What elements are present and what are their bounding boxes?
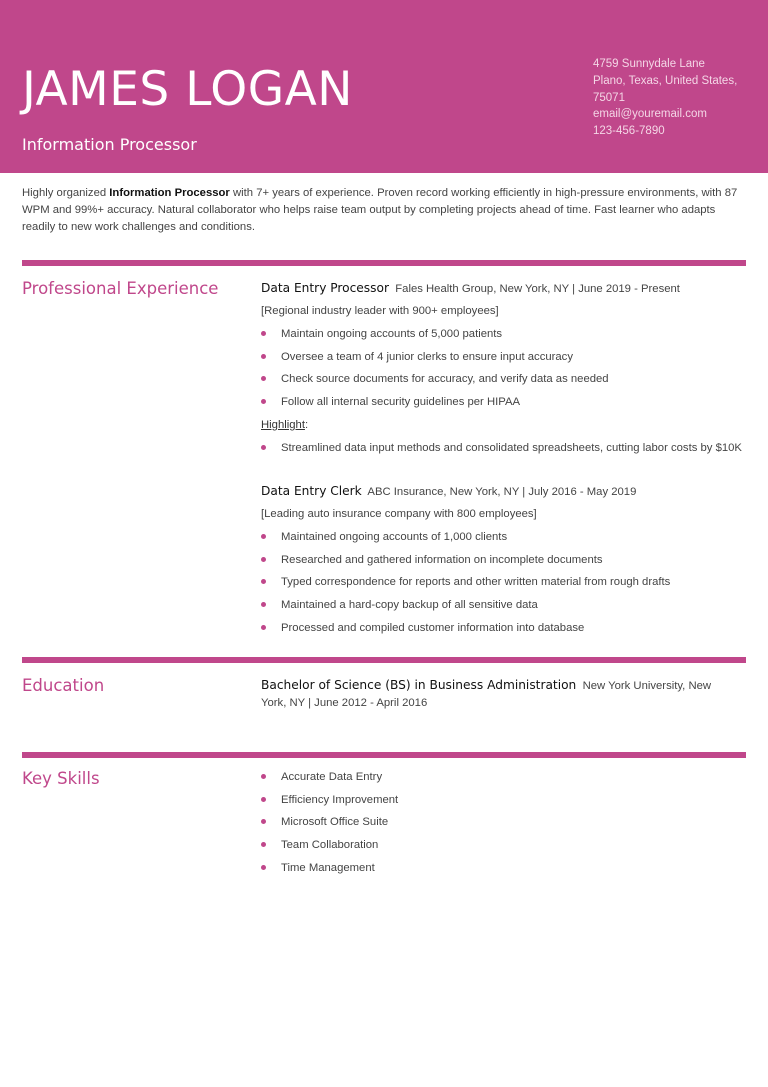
list-item: Researched and gathered information on incomplete documents [261,552,746,568]
list-item: Processed and compiled customer information into database [261,620,746,636]
list-item: Follow all internal security guidelines per HIPAA [261,394,746,410]
section-title-skills: Key Skills [22,769,100,788]
candidate-name: JAMES LOGAN [22,62,353,117]
highlight-label [261,417,746,433]
list-item: Accurate Data Entry [261,769,746,785]
experience-column [261,280,746,456]
list-item: Typed correspondence for reports and other written material from rough drafts [261,574,746,590]
list-item: Maintained a hard-copy backup of all sensitive data [261,597,746,613]
job-bullets [261,529,746,636]
section-divider-experience [22,260,746,266]
list-item: Check source documents for accuracy, and verify data as needed [261,371,746,387]
degree-title: Bachelor of Science (BS) in Business Administration [261,678,577,692]
skills-column [261,762,746,876]
section-title-experience: Professional Experience [22,279,219,298]
highlight-colon: : [304,418,309,431]
highlight-label-text: Highlight [261,418,305,431]
resume-header [0,0,768,173]
job-note: [Regional industry leader with 900+ employees] [261,305,499,317]
list-item: Efficiency Improvement [261,792,746,808]
phone-text: 123-456-7890 [593,125,665,138]
skills-list [261,769,746,876]
job-note: [Leading auto insurance company with 800 employees] [261,508,537,520]
job-meta: ABC Insurance, New York, NY | July 2016 - May 2019 [367,486,637,498]
highlight-bullets [261,440,746,456]
list-item: Microsoft Office Suite [261,814,746,830]
degree-meta: New York University, New York, NY | June 2012 - April 2016 [261,680,712,709]
section-divider-education [22,657,746,663]
summary-lead: Highly organized [22,187,110,199]
summary-bold: Information Processor [109,187,230,199]
list-item: Streamlined data input methods and consolidated spreadsheets, cutting labor costs by $10K [261,440,746,456]
education-entry [261,677,731,712]
experience-column-2 [261,483,746,636]
job-heading [261,280,746,297]
postal-code: 75071 [593,91,625,104]
address-line-1: 4759 Sunnydale Lane [593,58,705,70]
list-item: Maintain ongoing accounts of 5,000 patients [261,326,746,342]
job-bullets [261,326,746,410]
list-item: Time Management [261,860,746,876]
job-title: Data Entry Processor [261,281,389,295]
email-text: email@youremail.com [593,108,707,121]
section-title-education: Education [22,676,105,695]
list-item: Team Collaboration [261,837,746,853]
candidate-role: Information Processor [22,135,197,154]
summary-rest: with 7+ years of experience. Proven record working efficiently in high-pressure environments, with 87 WPM and 99%+ accuracy. Natural collaborator who helps raise team output by completing projects ahead of time. Fast learner who adapts readily to new work challenges and conditions. [22,187,738,233]
summary-paragraph [22,185,746,236]
job-meta: Fales Health Group, New York, NY | June 2019 - Present [395,283,680,295]
job-heading [261,483,746,500]
job-title: Data Entry Clerk [261,484,362,498]
list-item: Maintained ongoing accounts of 1,000 clients [261,529,746,545]
address-line-2: Plano, Texas, United States, [593,74,738,87]
contact-block [593,56,753,140]
list-item: Oversee a team of 4 junior clerks to ensure input accuracy [261,349,746,365]
section-divider-skills [22,752,746,758]
